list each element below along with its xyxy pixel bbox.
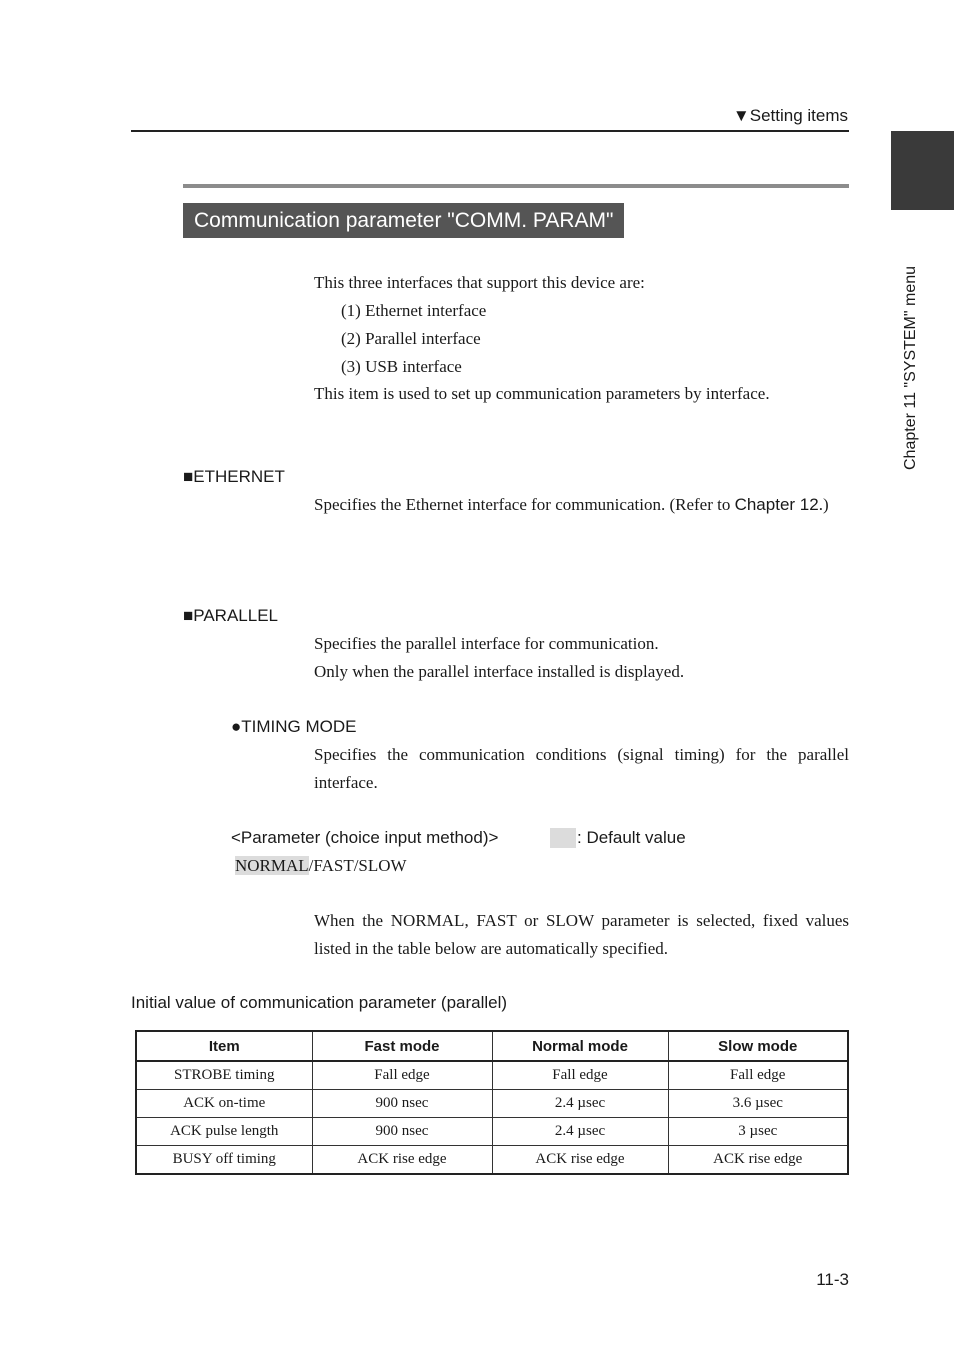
table-cell: 900 nsec	[312, 1090, 492, 1118]
table-cell: ACK rise edge	[492, 1146, 668, 1175]
table-cell: 2.4 µsec	[492, 1118, 668, 1146]
table-header-cell: Item	[136, 1031, 312, 1061]
table-cell: 3.6 µsec	[668, 1090, 848, 1118]
option-default: NORMAL	[235, 856, 309, 875]
parameter-options	[235, 852, 407, 880]
intro-item: (1) Ethernet interface	[341, 301, 487, 320]
parallel-line: Specifies the parallel interface for communication.	[314, 634, 659, 653]
table-caption: Initial value of communication parameter (parallel)	[131, 993, 508, 1012]
ethernet-text: Specifies the Ethernet interface for communication. (Refer to	[314, 495, 735, 514]
section-rule	[183, 184, 849, 188]
parameter-label: <Parameter (choice input method)>	[231, 828, 499, 847]
option-others: /FAST/SLOW	[308, 856, 407, 875]
ethernet-text-end: .)	[818, 495, 829, 514]
table-row	[136, 1061, 848, 1090]
table-row	[136, 1090, 848, 1118]
intro-item: (3) USB interface	[341, 357, 462, 376]
table-cell: 2.4 µsec	[492, 1090, 668, 1118]
table-row	[136, 1146, 848, 1175]
page-number: 11-3	[816, 1270, 849, 1289]
timing-mode-note: When the NORMAL, FAST or SLOW parameter is selected, fixed values listed in the table below are automatically specified.	[314, 911, 849, 958]
running-header-label: Setting items	[749, 106, 848, 125]
chapter-tab-label: Chapter 11 "SYSTEM" menu	[902, 265, 919, 470]
parameter-table	[135, 1030, 849, 1175]
table-header-cell: Normal mode	[492, 1031, 668, 1061]
timing-mode-heading: ●TIMING MODE	[231, 717, 357, 736]
table-cell: ACK rise edge	[668, 1146, 848, 1175]
parallel-heading: ■PARALLEL	[183, 606, 279, 625]
intro-item: (2) Parallel interface	[341, 329, 481, 348]
table-cell: Fall edge	[492, 1061, 668, 1090]
header-rule	[131, 130, 849, 132]
chapter-reference: Chapter 12	[734, 495, 819, 514]
table-header-row	[136, 1031, 848, 1061]
ethernet-heading: ■ETHERNET	[183, 467, 285, 486]
triangle-down-icon: ▼	[732, 106, 750, 125]
table-cell: STROBE timing	[136, 1061, 312, 1090]
table-cell: ACK pulse length	[136, 1118, 312, 1146]
running-header	[733, 106, 848, 126]
default-value-label: : Default value	[577, 828, 686, 847]
table-cell: 900 nsec	[312, 1118, 492, 1146]
default-value-swatch	[550, 828, 576, 848]
table-header-cell: Slow mode	[668, 1031, 848, 1061]
ethernet-description	[314, 491, 849, 519]
table-cell: Fall edge	[668, 1061, 848, 1090]
table-header-cell: Fast mode	[312, 1031, 492, 1061]
table-cell: ACK on-time	[136, 1090, 312, 1118]
intro-closing: This item is used to set up communication parameters by interface.	[314, 384, 770, 403]
table-cell: BUSY off timing	[136, 1146, 312, 1175]
parallel-line: Only when the parallel interface installed is displayed.	[314, 662, 685, 681]
intro-lead: This three interfaces that support this device are:	[314, 273, 645, 292]
table-cell: Fall edge	[312, 1061, 492, 1090]
section-title: Communication parameter "COMM. PARAM"	[183, 203, 624, 238]
timing-mode-description: Specifies the communication conditions (signal timing) for the parallel interface.	[314, 745, 849, 792]
chapter-tab	[891, 131, 954, 210]
table-cell: 3 µsec	[668, 1118, 848, 1146]
table-row	[136, 1118, 848, 1146]
table-cell: ACK rise edge	[312, 1146, 492, 1175]
